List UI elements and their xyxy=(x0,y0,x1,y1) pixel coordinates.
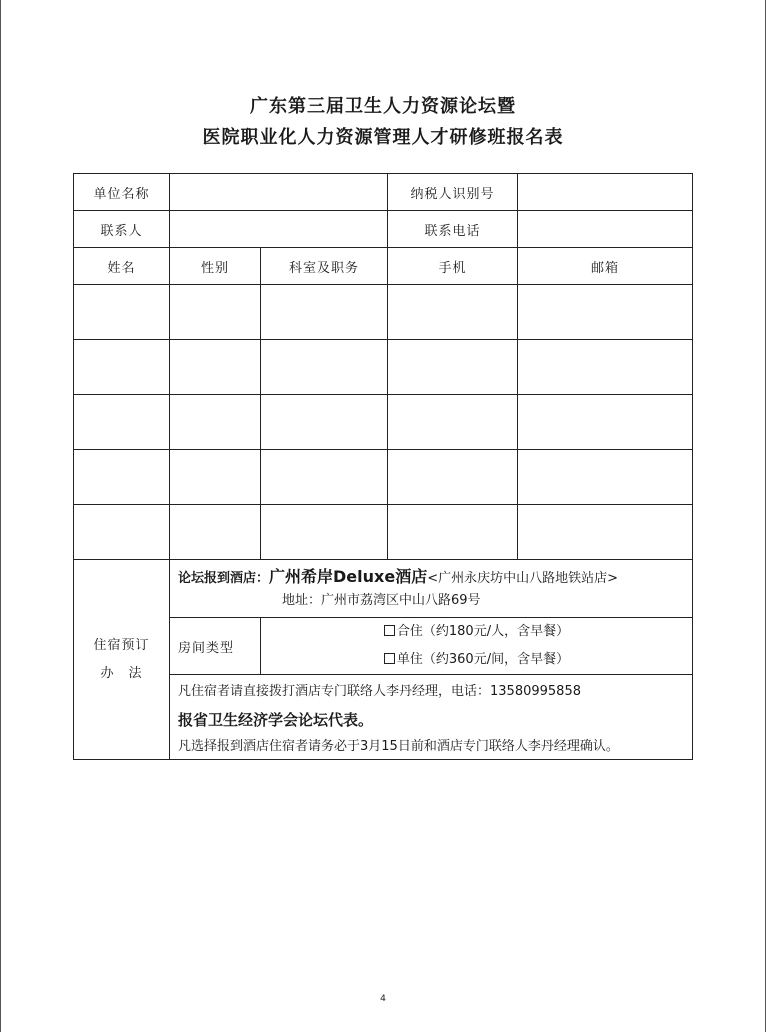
hotel-prefix: 论坛报到酒店： xyxy=(178,570,270,586)
attendee-mobile-cell[interactable] xyxy=(388,395,518,450)
accommodation-label-line-1: 住宿预订 xyxy=(93,637,150,653)
attendee-row xyxy=(74,450,693,505)
booking-note-3: 凡选择报到酒店住宿者请务必于3月15日前和酒店专门联络人李丹经理确认。 xyxy=(178,739,619,754)
attendee-name-cell[interactable] xyxy=(74,450,170,505)
attendee-name-cell[interactable] xyxy=(74,505,170,560)
attendee-row xyxy=(74,505,693,560)
attendee-row xyxy=(74,395,693,450)
column-header-gender: 性别 xyxy=(170,248,261,285)
taxpayer-id-label: 纳税人识别号 xyxy=(388,174,518,211)
contact-phone-label: 联系电话 xyxy=(388,211,518,248)
column-header-department-position: 科室及职务 xyxy=(261,248,388,285)
hotel-info-cell xyxy=(170,560,693,618)
room-option-shared-label: 合住（约180元/人，含早餐） xyxy=(396,624,570,639)
column-header-name: 姓名 xyxy=(74,248,170,285)
attendee-email-cell[interactable] xyxy=(518,340,693,395)
attendee-gender-cell[interactable] xyxy=(170,505,261,560)
attendee-header-row xyxy=(74,248,693,285)
hotel-branch: <广州永庆坊中山八路地铁站店> xyxy=(427,570,618,586)
hotel-address: 地址：广州市荔湾区中山八路69号 xyxy=(282,592,481,608)
hotel-name: 广州希岸Deluxe酒店 xyxy=(269,566,428,586)
attendee-row xyxy=(74,340,693,395)
document-title-line-1: 广东第三届卫生人力资源论坛暨 xyxy=(250,96,516,117)
unit-name-label: 单位名称 xyxy=(74,174,170,211)
accommodation-label-cell xyxy=(74,560,170,760)
booking-notes-cell xyxy=(170,675,693,760)
checkbox-icon[interactable] xyxy=(384,653,395,664)
booking-note-2: 报省卫生经济学会论坛代表。 xyxy=(178,711,374,729)
registration-form-table xyxy=(73,173,693,760)
attendee-gender-cell[interactable] xyxy=(170,450,261,505)
attendee-department-cell[interactable] xyxy=(261,285,388,340)
attendee-department-cell[interactable] xyxy=(261,395,388,450)
unit-row xyxy=(74,174,693,211)
room-option-single[interactable] xyxy=(261,646,692,674)
attendee-gender-cell[interactable] xyxy=(170,285,261,340)
room-option-shared[interactable] xyxy=(261,618,692,646)
attendee-row xyxy=(74,285,693,340)
attendee-department-cell[interactable] xyxy=(261,450,388,505)
hotel-row xyxy=(74,560,693,618)
unit-name-field[interactable] xyxy=(170,174,388,211)
room-option-single-label: 单住（约360元/间，含早餐） xyxy=(396,652,570,667)
attendee-email-cell[interactable] xyxy=(518,450,693,505)
attendee-name-cell[interactable] xyxy=(74,285,170,340)
attendee-gender-cell[interactable] xyxy=(170,395,261,450)
checkbox-icon[interactable] xyxy=(384,625,395,636)
taxpayer-id-field[interactable] xyxy=(518,174,693,211)
attendee-name-cell[interactable] xyxy=(74,340,170,395)
hotel-line xyxy=(170,566,692,590)
contact-person-label: 联系人 xyxy=(74,211,170,248)
attendee-mobile-cell[interactable] xyxy=(388,340,518,395)
page-number: 4 xyxy=(380,994,386,1004)
accommodation-label-line-2: 办 法 xyxy=(100,665,143,681)
document-title-line-2: 医院职业化人力资源管理人才研修班报名表 xyxy=(202,127,564,148)
room-options-cell xyxy=(261,618,693,675)
attendee-name-cell[interactable] xyxy=(74,395,170,450)
attendee-mobile-cell[interactable] xyxy=(388,450,518,505)
attendee-mobile-cell[interactable] xyxy=(388,285,518,340)
room-type-label: 房间类型 xyxy=(170,618,261,675)
attendee-gender-cell[interactable] xyxy=(170,340,261,395)
contact-phone-field[interactable] xyxy=(518,211,693,248)
attendee-email-cell[interactable] xyxy=(518,395,693,450)
attendee-email-cell[interactable] xyxy=(518,285,693,340)
attendee-mobile-cell[interactable] xyxy=(388,505,518,560)
column-header-mobile: 手机 xyxy=(388,248,518,285)
attendee-department-cell[interactable] xyxy=(261,505,388,560)
attendee-email-cell[interactable] xyxy=(518,505,693,560)
booking-note-1: 凡住宿者请直接拨打酒店专门联络人李丹经理，电话：13580995858 xyxy=(178,684,581,699)
attendee-department-cell[interactable] xyxy=(261,340,388,395)
column-header-email: 邮箱 xyxy=(518,248,693,285)
contact-row xyxy=(74,211,693,248)
contact-person-field[interactable] xyxy=(170,211,388,248)
